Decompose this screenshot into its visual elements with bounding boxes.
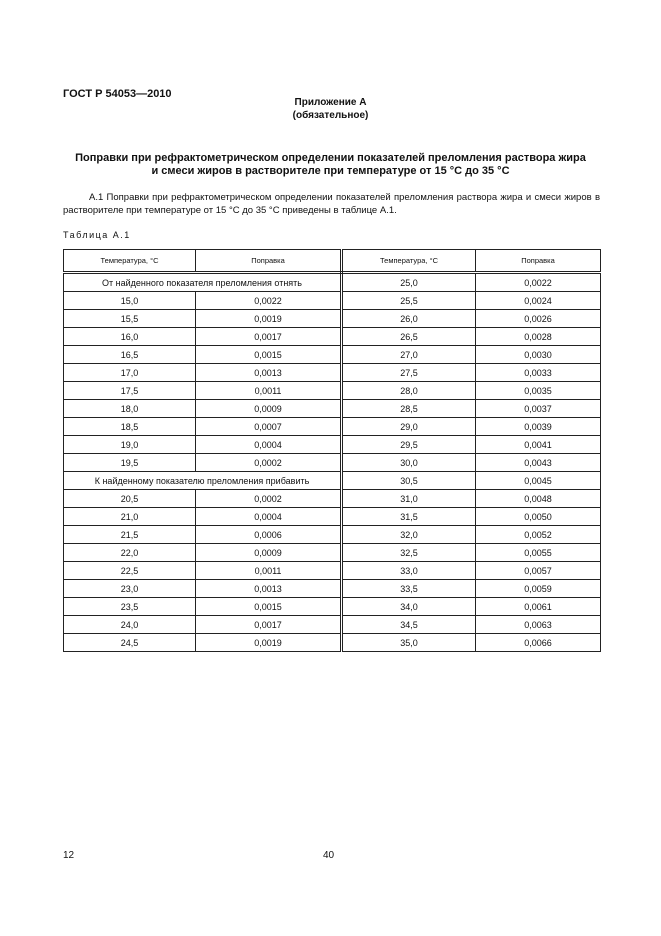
appendix-heading [0,96,661,122]
correction-cell: 0,0063 [476,616,601,634]
correction-cell: 0,0037 [476,400,601,418]
table-row [64,273,601,292]
table-row [64,472,601,490]
section-label-cell: К найденному показателю преломления прибавить [64,472,342,490]
temperature-cell: 17,5 [64,382,196,400]
temperature-cell: 16,5 [64,346,196,364]
table-row [64,544,601,562]
temperature-cell: 31,0 [342,490,476,508]
correction-cell: 0,0043 [476,454,601,472]
correction-cell: 0,0050 [476,508,601,526]
temperature-cell: 30,0 [342,454,476,472]
temperature-cell: 30,5 [342,472,476,490]
temperature-cell: 21,0 [64,508,196,526]
table-row [64,328,601,346]
temperature-cell: 35,0 [342,634,476,652]
temperature-cell: 23,5 [64,598,196,616]
column-header: Поправка [476,250,601,273]
correction-cell: 0,0022 [196,292,342,310]
temperature-cell: 31,5 [342,508,476,526]
correction-cell: 0,0055 [476,544,601,562]
temperature-cell: 34,5 [342,616,476,634]
temperature-cell: 27,0 [342,346,476,364]
table-row [64,364,601,382]
correction-cell: 0,0019 [196,310,342,328]
table-row [64,436,601,454]
temperature-cell: 15,0 [64,292,196,310]
temperature-cell: 18,5 [64,418,196,436]
temperature-cell: 25,5 [342,292,476,310]
correction-cell: 0,0011 [196,382,342,400]
temperature-cell: 34,0 [342,598,476,616]
temperature-cell: 27,5 [342,364,476,382]
table-row [64,418,601,436]
temperature-cell: 23,0 [64,580,196,598]
correction-cell: 0,0011 [196,562,342,580]
table-row [64,634,601,652]
temperature-cell: 18,0 [64,400,196,418]
correction-cell: 0,0004 [196,508,342,526]
table-caption: Таблица А.1 [63,230,131,240]
correction-cell: 0,0013 [196,580,342,598]
temperature-cell: 16,0 [64,328,196,346]
correction-cell: 0,0045 [476,472,601,490]
temperature-cell: 32,5 [342,544,476,562]
correction-cell: 0,0007 [196,418,342,436]
correction-cell: 0,0009 [196,544,342,562]
table-row [64,598,601,616]
temperature-cell: 19,5 [64,454,196,472]
table-row [64,580,601,598]
temperature-cell: 33,5 [342,580,476,598]
correction-cell: 0,0061 [476,598,601,616]
page-number-left: 12 [63,850,75,861]
appendix-status: (обязательное) [292,110,369,121]
temperature-cell: 33,0 [342,562,476,580]
correction-cell: 0,0015 [196,346,342,364]
temperature-cell: 29,0 [342,418,476,436]
table-row [64,562,601,580]
temperature-cell: 24,0 [64,616,196,634]
correction-cell: 0,0002 [196,454,342,472]
correction-cell: 0,0035 [476,382,601,400]
table-row [64,454,601,472]
table-row [64,526,601,544]
temperature-cell: 26,0 [342,310,476,328]
section-label-cell: От найденного показателя преломления отнять [64,273,342,292]
temperature-cell: 20,5 [64,490,196,508]
temperature-cell: 26,5 [342,328,476,346]
correction-cell: 0,0066 [476,634,601,652]
correction-cell: 0,0022 [476,273,601,292]
section-title [50,152,611,178]
correction-cell: 0,0030 [476,346,601,364]
table-row [64,490,601,508]
correction-cell: 0,0019 [196,634,342,652]
correction-cell: 0,0059 [476,580,601,598]
table-row [64,310,601,328]
column-header: Температура, °С [342,250,476,273]
temperature-cell: 32,0 [342,526,476,544]
temperature-cell: 22,5 [64,562,196,580]
correction-cell: 0,0009 [196,400,342,418]
temperature-cell: 22,0 [64,544,196,562]
table-row [64,400,601,418]
correction-cell: 0,0057 [476,562,601,580]
correction-cell: 0,0024 [476,292,601,310]
column-header: Поправка [196,250,342,273]
correction-cell: 0,0052 [476,526,601,544]
appendix-title: Приложение А [294,97,367,108]
temperature-cell: 29,5 [342,436,476,454]
table-row [64,382,601,400]
temperature-cell: 21,5 [64,526,196,544]
column-header: Температура, °С [64,250,196,273]
correction-cell: 0,0017 [196,328,342,346]
section-title-line: и смеси жиров в растворителе при температуре от 15 °С до 35 °С [151,165,510,177]
paragraph: А.1 Поправки при рефрактометрическом определении показателей преломления раствора жира и смеси жиров в растворителе при температуре от 15 °С до 35 °С приведены в таблице А.1. [63,192,600,216]
corrections-table [63,249,601,652]
correction-cell: 0,0026 [476,310,601,328]
section-title-line: Поправки при рефрактометрическом определении показателей преломления раствора жира [75,152,586,164]
temperature-cell: 19,0 [64,436,196,454]
temperature-cell: 17,0 [64,364,196,382]
table-header-row [64,250,601,273]
correction-cell: 0,0041 [476,436,601,454]
correction-cell: 0,0002 [196,490,342,508]
temperature-cell: 15,5 [64,310,196,328]
correction-cell: 0,0013 [196,364,342,382]
table-row [64,616,601,634]
temperature-cell: 28,0 [342,382,476,400]
correction-cell: 0,0048 [476,490,601,508]
temperature-cell: 28,5 [342,400,476,418]
table-row [64,346,601,364]
correction-cell: 0,0039 [476,418,601,436]
table-row [64,292,601,310]
correction-cell: 0,0004 [196,436,342,454]
correction-cell: 0,0015 [196,598,342,616]
correction-cell: 0,0017 [196,616,342,634]
correction-cell: 0,0028 [476,328,601,346]
temperature-cell: 25,0 [342,273,476,292]
correction-cell: 0,0033 [476,364,601,382]
correction-cell: 0,0006 [196,526,342,544]
table-row [64,508,601,526]
standard-header: ГОСТ Р 54053—2010 [63,88,172,100]
temperature-cell: 24,5 [64,634,196,652]
page-number-center: 40 [323,850,335,861]
